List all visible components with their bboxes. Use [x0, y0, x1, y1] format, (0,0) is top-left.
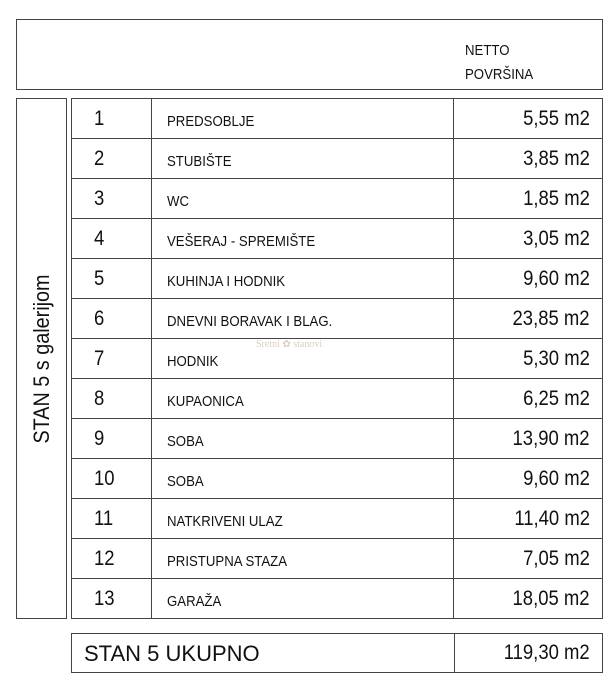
room-number [72, 339, 152, 379]
room-area-text: 18,05 m2 [512, 586, 590, 610]
total-row [71, 633, 603, 673]
room-name [152, 259, 454, 299]
room-area [454, 139, 603, 179]
room-area-text: 7,05 m2 [523, 546, 590, 570]
room-name [152, 179, 454, 219]
room-area-text: 5,30 m2 [523, 346, 590, 370]
room-number [72, 179, 152, 219]
room-name-text: SOBA [167, 472, 204, 490]
room-name [152, 459, 454, 499]
table-row [72, 179, 603, 219]
room-area [454, 219, 603, 259]
room-name-text: STUBIŠTE [167, 152, 232, 170]
room-number-text: 1 [94, 106, 105, 130]
room-number-text: 2 [94, 146, 105, 170]
room-name [152, 139, 454, 179]
table-row [72, 419, 603, 459]
room-name [152, 219, 454, 259]
table-row [72, 99, 603, 139]
room-name-text: KUPAONICA [167, 392, 244, 410]
room-name-text: VEŠERAJ - SPREMIŠTE [167, 232, 316, 250]
room-number-text: 11 [94, 506, 114, 530]
room-number [72, 99, 152, 139]
room-name-text: WC [167, 192, 189, 210]
room-area-text: 3,85 m2 [523, 146, 590, 170]
room-number [72, 259, 152, 299]
total-label: STAN 5 UKUPNO [84, 641, 260, 666]
room-name [152, 299, 454, 339]
room-area [454, 579, 603, 619]
room-area-text: 9,60 m2 [523, 466, 590, 490]
room-area [454, 299, 603, 339]
table-row [72, 219, 603, 259]
room-number-text: 13 [94, 586, 115, 610]
header-box [16, 19, 603, 90]
watermark-logo: Sretni ✿ stanovi [256, 339, 323, 350]
room-number [72, 419, 152, 459]
apartment-label: STAN 5 s galerijom [28, 273, 54, 444]
room-name-text: PRISTUPNA STAZA [167, 552, 288, 570]
room-number [72, 219, 152, 259]
table-row [72, 139, 603, 179]
room-area-text: 13,90 m2 [512, 426, 590, 450]
room-area [454, 339, 603, 379]
room-area [454, 419, 603, 459]
rooms-table [71, 98, 603, 619]
room-area-text: 3,05 m2 [523, 226, 590, 250]
room-area-text: 5,55 m2 [523, 106, 590, 130]
table-row [72, 539, 603, 579]
room-number [72, 299, 152, 339]
room-name [152, 579, 454, 619]
room-area [454, 459, 603, 499]
room-area-text: 1,85 m2 [523, 186, 590, 210]
room-number-text: 3 [94, 186, 105, 210]
room-area-text: 9,60 m2 [523, 266, 590, 290]
room-area [454, 179, 603, 219]
heading-line1: NETTO [465, 42, 510, 59]
room-area [454, 99, 603, 139]
room-number-text: 7 [94, 346, 105, 370]
table-row [72, 299, 603, 339]
room-number-text: 4 [94, 226, 105, 250]
room-area [454, 379, 603, 419]
table-row [72, 459, 603, 499]
room-name [152, 99, 454, 139]
room-name [152, 499, 454, 539]
table-row [72, 339, 603, 379]
room-name-text: PREDSOBLJE [167, 112, 255, 130]
room-number-text: 6 [94, 306, 105, 330]
table-row [72, 379, 603, 419]
heading-line2: POVRŠINA [465, 66, 534, 83]
room-number [72, 139, 152, 179]
room-name-text: HODNIK [167, 352, 219, 370]
room-number-text: 5 [94, 266, 105, 290]
table-row [72, 579, 603, 619]
room-number-text: 10 [94, 466, 115, 490]
total-area: 119,30 m2 [504, 641, 590, 664]
room-name-text: KUHINJA I HODNIK [167, 272, 286, 290]
room-name-text: SOBA [167, 432, 204, 450]
room-number [72, 499, 152, 539]
table-row [72, 259, 603, 299]
room-number [72, 379, 152, 419]
room-number [72, 539, 152, 579]
room-name [152, 379, 454, 419]
room-area [454, 259, 603, 299]
room-area-text: 23,85 m2 [512, 306, 590, 330]
room-number-text: 12 [94, 546, 115, 570]
table-row [72, 499, 603, 539]
room-name [152, 419, 454, 459]
room-number-text: 9 [94, 426, 105, 450]
room-area-text: 11,40 m2 [514, 506, 590, 530]
room-area-text: 6,25 m2 [523, 386, 590, 410]
room-name [152, 539, 454, 579]
room-number [72, 459, 152, 499]
room-name-text: NATKRIVENI ULAZ [167, 512, 283, 530]
room-area [454, 539, 603, 579]
room-number-text: 8 [94, 386, 105, 410]
netto-area-heading [465, 39, 533, 87]
room-name-text: GARAŽA [167, 592, 222, 610]
room-name-text: DNEVNI BORAVAK I BLAG. [167, 312, 333, 330]
room-area [454, 499, 603, 539]
apartment-label-box [16, 98, 67, 619]
room-number [72, 579, 152, 619]
